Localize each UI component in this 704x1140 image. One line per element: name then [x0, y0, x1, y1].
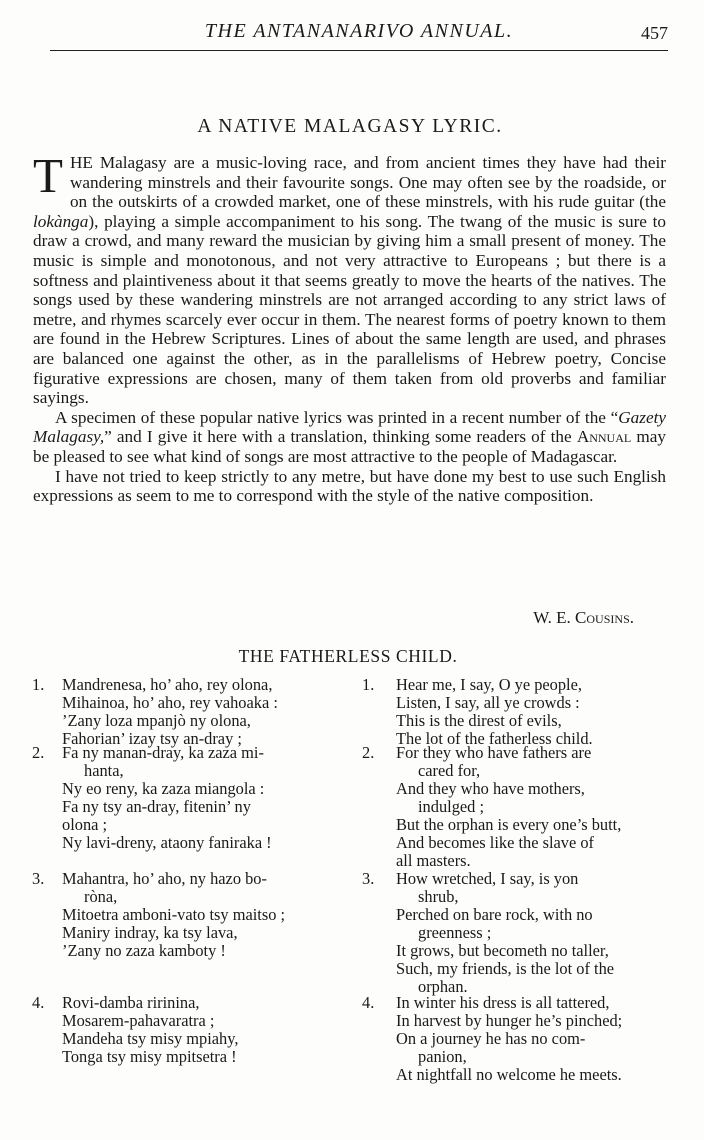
stanza-number: 4. [362, 993, 375, 1012]
verse-line: cared for, [418, 761, 481, 780]
verse-line: Mitoetra amboni-vato tsy maitso ; [62, 905, 286, 924]
verse-line: Hear me, I say, O ye people, [396, 675, 582, 694]
verse-line: Fahorian’ izay tsy an-dray ; [62, 729, 242, 748]
verse-line: At nightfall no welcome he meets. [396, 1065, 622, 1084]
verse-line: Mahantra, ho’ aho, ny hazo bo- [62, 869, 267, 888]
stanza-number: 3. [32, 869, 45, 888]
drop-cap: T [33, 148, 63, 203]
verse-line: Mihainoa, ho’ aho, rey vahoaka : [62, 693, 278, 712]
verse-line: For they who have fathers are [396, 743, 592, 762]
verse-line: But the orphan is every one’s butt, [396, 815, 622, 834]
verse-line: Such, my friends, is the lot of the [396, 959, 615, 978]
verse-line: Perched on bare rock, with no [396, 905, 593, 924]
poem-title: THE FATHERLESS CHILD. [238, 646, 458, 666]
verse-line: Tonga tsy misy mpitsetra ! [62, 1047, 237, 1066]
author-signature: W. E. Cousins. [533, 608, 634, 627]
verse-line: Maniry indray, ka tsy lava, [62, 923, 238, 942]
stanza-number: 3. [362, 869, 375, 888]
stanza-number: 2. [362, 743, 375, 762]
verse-line: Listen, I say, all ye crowds : [396, 693, 580, 712]
paragraph-2: A specimen of these popular native lyrics was printed in a recent number of the “Gazety Malagasy,” and I give it here with a translation, thinking some readers of the Annual may be pleased to see what kind of songs are most attractive to the people of Madagascar. [33, 407, 666, 466]
verse-line: Mandeha tsy misy mpiahy, [62, 1029, 239, 1048]
verse-line: Fa ny manan-dray, ka zaza mi- [62, 743, 264, 762]
verse-line: Rovi-damba ririnina, [62, 993, 200, 1012]
verse-line: The lot of the fatherless child. [396, 729, 593, 748]
stanza-number: 1. [32, 675, 45, 694]
verse-line: In winter his dress is all tattered, [396, 993, 610, 1012]
verse-line: Mandrenesa, ho’ aho, rey olona, [62, 675, 273, 694]
verse-line: olona ; [62, 815, 108, 834]
article-body [33, 148, 666, 506]
verse-line: How wretched, I say, is yon [396, 869, 579, 888]
verse-line: ’Zany loza mpanjò ny olona, [62, 711, 251, 730]
verse-line: On a journey he has no com- [396, 1029, 586, 1048]
verse-line: panion, [418, 1047, 467, 1066]
verse-line: orphan. [418, 977, 468, 996]
stanza-number: 2. [32, 743, 45, 762]
verse-line: all masters. [396, 851, 471, 870]
verse-line: Fa ny tsy an-dray, fitenin’ ny [62, 797, 251, 816]
verse-line: It grows, but becometh no taller, [396, 941, 609, 960]
verse-line: Mosarem-pahavaratra ; [62, 1011, 215, 1030]
verse-line: Ny eo reny, ka zaza miangola : [62, 779, 265, 798]
verse-line: hanta, [84, 761, 124, 780]
verse-line: shrub, [418, 887, 459, 906]
verse-line: In harvest by hunger he’s pinched; [396, 1011, 623, 1030]
verse-line: indulged ; [418, 797, 485, 816]
verse-line: greenness ; [418, 923, 492, 942]
verse-line: ’Zany no zaza kamboty ! [62, 941, 226, 960]
verse-line: And becomes like the slave of [396, 833, 594, 852]
verse-line: And they who have mothers, [396, 779, 585, 798]
stanza-number: 1. [362, 675, 375, 694]
verse-line: This is the direst of evils, [396, 711, 562, 730]
page-number: 457 [641, 23, 668, 43]
stanza-number: 4. [32, 993, 45, 1012]
verse-line: Ny lavi-dreny, ataony faniraka ! [62, 833, 272, 852]
verse-line: ròna, [84, 887, 118, 906]
running-title: THE ANTANANARIVO ANNUAL. [204, 20, 514, 42]
paragraph-1: THE Malagasy are a music-loving race, and from ancient times they have had their wandering minstrels and their favourite songs. One may often see by the roadside, or on the outskirts of a crowded market, one of these minstrels, with his rude guitar (the lokànga), playing a simple accompaniment to his song. The twang of the music is sure to draw a crowd, and many reward the musician by giving him a small present of money. The music is simple and monotonous, and not very attractive to Europeans ; but there is a softness and plaintiveness about it that seems greatly to move the hearts of the natives. The songs used by these wandering minstrels are not arranged according to any strict laws of metre, and rhymes scarcely ever occur in them. The nearest forms of poetry known to them are found in the Hebrew Scriptures. Lines of about the same length are used, and phrases are balanced one against the other, as in the parallelisms of Hebrew poetry, Concise figurative expressions are chosen, many of them taken from old proverbs and familiar sayings. [33, 148, 666, 408]
article-title: A NATIVE MALAGASY LYRIC. [197, 116, 503, 137]
header-rule [50, 50, 668, 51]
page-header [50, 18, 668, 50]
paragraph-3: I have not tried to keep strictly to any metre, but have done my best to use such English expressions as seem to me to correspond with the style of the native composition. [33, 466, 666, 506]
